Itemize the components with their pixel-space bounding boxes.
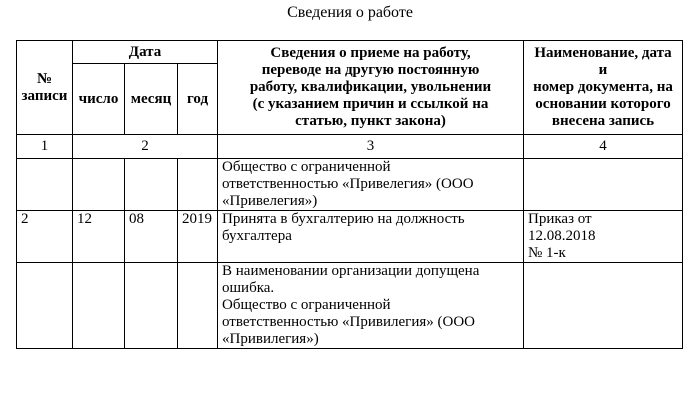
table-row (17, 159, 683, 211)
column-number-4: 4 (524, 135, 683, 159)
column-number-row (17, 135, 683, 159)
header-month: месяц (125, 64, 178, 135)
table-row (17, 211, 683, 263)
document-title: Сведения о работе (287, 4, 413, 21)
cell-month: 08 (125, 211, 178, 263)
cell-year: 2019 (178, 211, 218, 263)
cell-info: Принята в бухгалтерию на должность бухгалтера (218, 211, 524, 263)
cell-info: В наименовании организации допущена ошибка. Общество с ограниченной ответственностью «Привилегия» (ООО «Привилегия») (218, 263, 524, 349)
cell-record-no (17, 263, 73, 349)
cell-day (73, 159, 125, 211)
column-number-2: 2 (73, 135, 218, 159)
cell-day: 12 (73, 211, 125, 263)
cell-record-no: 2 (17, 211, 73, 263)
work-record-table (16, 40, 683, 349)
cell-month (125, 263, 178, 349)
column-number-3: 3 (218, 135, 524, 159)
cell-document (524, 159, 683, 211)
header-record-no: № записи (17, 41, 73, 135)
header-year: год (178, 64, 218, 135)
header-day: число (73, 64, 125, 135)
header-info: Сведения о приеме на работу, переводе на другую постоянную работу, квалификации, увольнении (с указанием причин и ссылкой на статью, пункт закона) (218, 41, 524, 135)
cell-month (125, 159, 178, 211)
header-date: Дата (73, 41, 218, 64)
header-document: Наименование, дата и номер документа, на основании которого внесена запись (524, 41, 683, 135)
cell-year (178, 159, 218, 211)
cell-record-no (17, 159, 73, 211)
table-row (17, 263, 683, 349)
cell-year (178, 263, 218, 349)
cell-day (73, 263, 125, 349)
cell-document (524, 263, 683, 349)
cell-info: Общество с ограниченной ответственностью «Привелегия» (ООО «Привелегия») (218, 159, 524, 211)
column-number-1: 1 (17, 135, 73, 159)
cell-document: Приказ от 12.08.2018 № 1-к (524, 211, 683, 263)
header-row-1 (17, 41, 683, 64)
